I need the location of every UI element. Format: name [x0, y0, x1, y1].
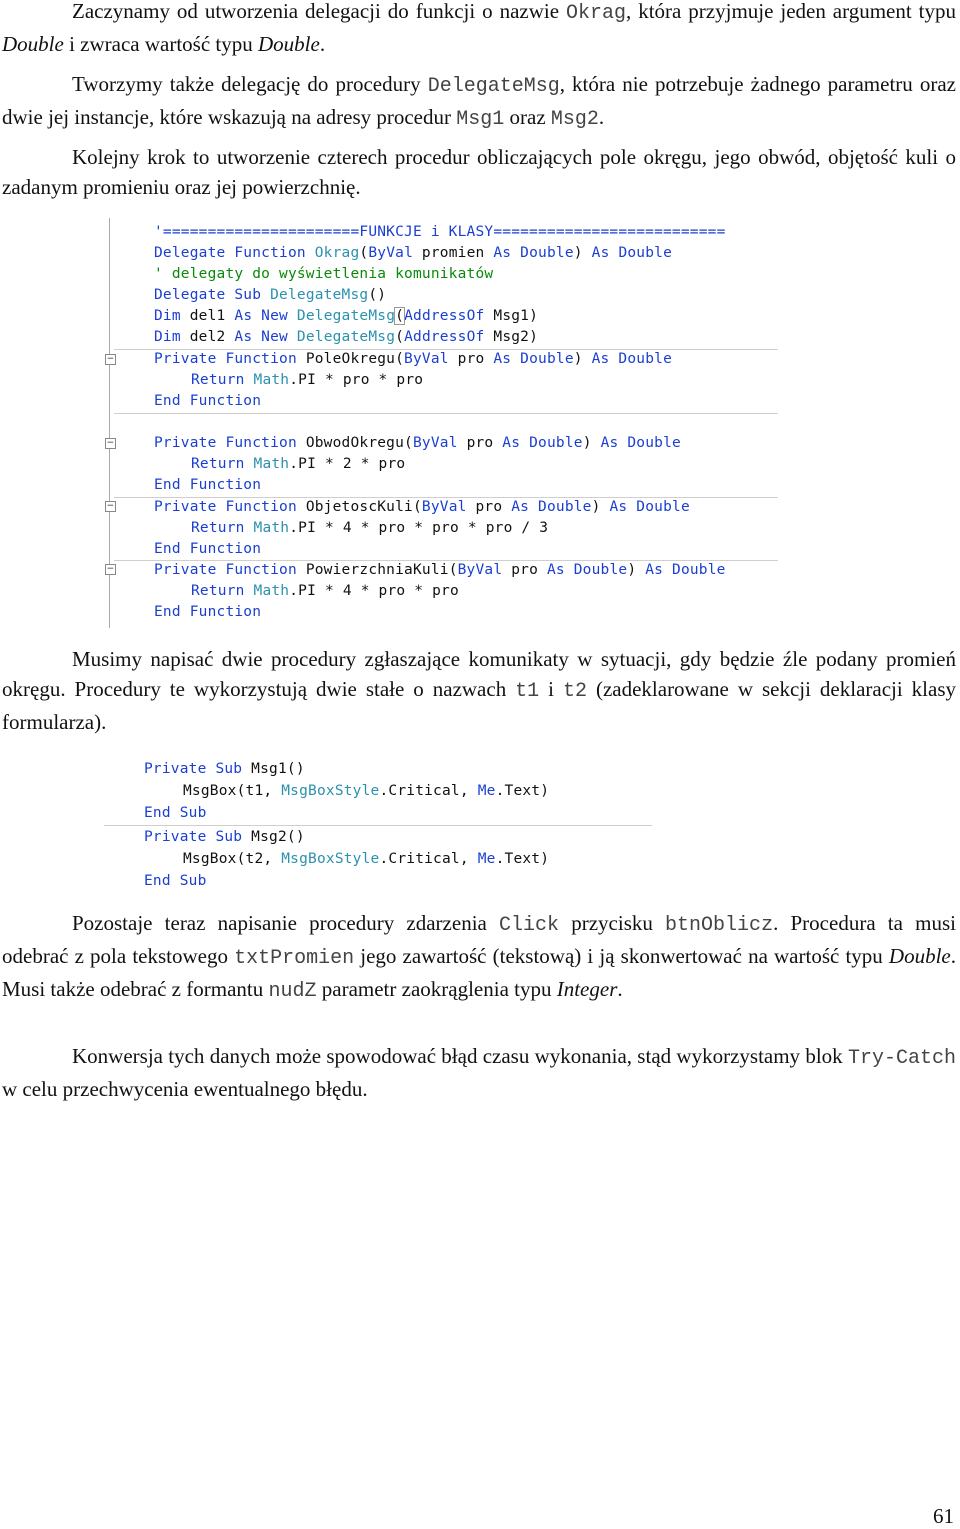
kw-double: Double	[663, 562, 726, 578]
id-msg2: Msg2)	[484, 329, 539, 345]
collapse-box-icon[interactable]: −	[106, 438, 115, 448]
code-block-msg-procedures	[104, 756, 652, 894]
kw-addressof: AddressOf	[404, 329, 485, 345]
code-line-header-comment	[154, 222, 726, 243]
code-line-poleokregu	[154, 349, 672, 370]
id-msgbox: MsgBox(t1,	[183, 783, 282, 799]
id-pro: pro	[502, 562, 547, 578]
paragraph-6	[2, 1041, 956, 1104]
p6-code-try-catch: Try-Catch	[847, 1047, 956, 1070]
p2-code-msg1: Msg1	[456, 108, 505, 131]
id-paren: (	[359, 245, 369, 261]
p5-code-nudz: nudZ	[268, 980, 317, 1003]
p4-text-a: Musimy napisać dwie procedury zgłaszające komunikaty w sytuacji, gdy będzie źle podany promień okręgu. Procedury te wykorzystują dwie stałe o nazwach	[2, 647, 956, 701]
kw-as: As	[600, 435, 619, 451]
kw-return: Return	[191, 520, 254, 536]
type-delegatemsg: DelegateMsg	[270, 287, 369, 303]
kw-as: As	[493, 245, 512, 261]
p2-text-a: Tworzymy także delegację do procedury	[72, 72, 428, 96]
type-okrag: Okrag	[314, 245, 360, 261]
code-line-end-function	[154, 391, 261, 412]
code-line-return-obwod	[191, 454, 405, 475]
p4-text-b: i	[539, 677, 563, 701]
kw-private-function: Private Function	[154, 435, 306, 451]
id-expr: .PI * 4 * pro * pro	[289, 583, 459, 599]
kw-double: Double	[529, 499, 592, 515]
separator	[104, 825, 652, 826]
kw-return: Return	[191, 372, 254, 388]
kw-return: Return	[191, 456, 254, 472]
id-pro: pro	[466, 499, 512, 515]
id-close: )	[573, 351, 592, 367]
p1-text-b: , która przyjmuje jeden argument typu	[626, 0, 956, 23]
code-line-delegate-function	[154, 243, 672, 264]
p5-text-f: parametr zaokrąglenia typu	[316, 977, 557, 1001]
id-parens: ()	[368, 287, 387, 303]
kw-as-new: As New	[234, 308, 297, 324]
code-line-end-sub	[144, 803, 207, 824]
code-line-return-objetosc	[191, 518, 548, 539]
id-poleokregu: PoleOkregu(	[305, 351, 405, 367]
code-line-private-sub-msg1	[144, 759, 305, 780]
p1-text-c: i zwraca wartość typu	[63, 32, 258, 56]
separator	[114, 413, 778, 414]
paragraph-3	[2, 142, 956, 202]
p2-code-msg2: Msg2	[550, 108, 599, 131]
id-objetosckuli: ObjetoscKuli(	[305, 499, 422, 515]
collapse-box-icon[interactable]: −	[106, 354, 115, 364]
collapse-box-icon[interactable]: −	[106, 501, 115, 511]
id-msg1: Msg1()	[251, 761, 305, 777]
p3-text: Kolejny krok to utworzenie czterech procedur obliczających pole okręgu, jego obwód, objętość kuli o zadanym promieniu oraz jej powierzchnię.	[2, 145, 956, 199]
kw-delegate-sub: Delegate Sub	[154, 287, 271, 303]
kw-as: As	[511, 499, 530, 515]
code-block-functions	[104, 218, 778, 628]
comment-delegaty: ' delegaty do wyświetlenia komunikatów	[154, 266, 494, 282]
kw-private-function: Private Function	[154, 562, 306, 578]
type-delegatemsg: DelegateMsg	[296, 329, 396, 345]
p5-text-b: przycisku	[559, 911, 666, 935]
id-close: )	[591, 499, 610, 515]
id-expr: .PI * 4 * pro * pro * pro / 3	[289, 520, 549, 536]
kw-as: As	[591, 245, 610, 261]
p1-text-a: Zaczynamy od utworzenia delegacji do funkcji o nazwie	[72, 0, 566, 23]
id-expr: .PI * pro * pro	[289, 372, 424, 388]
kw-end-function: End Function	[154, 477, 262, 493]
kw-private-function: Private Function	[154, 499, 306, 515]
code-line-end-sub	[144, 871, 207, 892]
type-math: Math	[253, 520, 290, 536]
p5-code-txtpromien: txtPromien	[234, 947, 355, 970]
id-pro: pro	[457, 435, 503, 451]
type-math: Math	[253, 372, 290, 388]
kw-private-function: Private Function	[154, 351, 306, 367]
p4-text-c: (zadeklarowane w sekcji deklaracji klasy formularza).	[2, 677, 956, 734]
kw-me: Me	[477, 851, 496, 867]
p5-text-a: Pozostaje teraz napisanie procedury zdarzenia	[72, 911, 500, 935]
id-close: )	[582, 435, 601, 451]
kw-as: As	[609, 499, 628, 515]
id-critical: .Critical,	[379, 783, 478, 799]
kw-byval: ByVal	[412, 435, 458, 451]
code-line-return-powierzchnia	[191, 581, 459, 602]
header-comment-text: '======================FUNKCJE i KLASY==========================	[154, 224, 726, 240]
p2-code-delegatemsg: DelegateMsg	[427, 75, 560, 98]
kw-as: As	[546, 562, 565, 578]
kw-private-sub: Private Sub	[144, 829, 252, 845]
collapse-box-icon[interactable]: −	[106, 564, 115, 574]
paragraph-4	[2, 644, 956, 737]
p2-text-c: oraz	[504, 105, 551, 129]
id-text: .Text)	[495, 851, 550, 867]
p4-code-t2: t2	[562, 680, 587, 703]
p4-code-t1: t1	[515, 680, 540, 703]
kw-end-function: End Function	[154, 541, 262, 557]
kw-double: Double	[520, 435, 583, 451]
code-line-comment-delegaty	[154, 264, 493, 285]
p5-italic-double: Double	[888, 944, 951, 968]
id-msg1: Msg1)	[484, 308, 539, 324]
p5-text-c: . Procedura ta musi odebrać z pola tekstowego	[2, 911, 956, 968]
code-line-end-function	[154, 539, 261, 560]
kw-dim: Dim	[154, 308, 181, 324]
kw-return: Return	[191, 583, 254, 599]
id-close: )	[627, 562, 646, 578]
id-del1: del1	[180, 308, 235, 324]
p2-text-b: , która nie potrzebuje żadnego parametru oraz dwie jej instancje, które wskazują na adresy procedur	[2, 72, 956, 129]
kw-as: As	[493, 351, 512, 367]
id-expr: .PI * 2 * pro	[289, 456, 406, 472]
kw-double: Double	[627, 499, 690, 515]
type-msgboxstyle: MsgBoxStyle	[281, 851, 380, 867]
paragraph-2	[2, 69, 956, 135]
code-line-end-function	[154, 475, 261, 496]
id-promien: promien	[413, 245, 494, 261]
id-msgbox: MsgBox(t2,	[183, 851, 282, 867]
kw-private-sub: Private Sub	[144, 761, 252, 777]
p6-text-b: w celu przechwycenia ewentualnego błędu.	[2, 1077, 368, 1101]
kw-dim: Dim	[154, 329, 181, 345]
kw-as: As	[591, 351, 610, 367]
p5-code-click: Click	[499, 914, 560, 937]
code-line-msgbox-t1	[183, 781, 549, 802]
kw-double: Double	[618, 435, 681, 451]
id-obwodokregu: ObwodOkregu(	[305, 435, 413, 451]
p5-code-btnoblicz: btnOblicz	[665, 914, 774, 937]
id-critical: .Critical,	[379, 851, 478, 867]
code-line-msgbox-t2	[183, 849, 549, 870]
p6-text-a: Konwersja tych danych może spowodować błąd czasu wykonania, stąd wykorzystamy blok	[72, 1044, 848, 1068]
p5-text-e: . Musi także odebrać z formantu	[2, 944, 956, 1001]
type-math: Math	[253, 583, 290, 599]
kw-double: Double	[564, 562, 628, 578]
kw-byval: ByVal	[457, 562, 503, 578]
code-line-end-function	[154, 602, 261, 623]
id-text: .Text)	[495, 783, 550, 799]
type-delegatemsg: DelegateMsg	[296, 308, 396, 324]
id-pro: pro	[448, 351, 494, 367]
kw-double: Double	[511, 245, 574, 261]
kw-me: Me	[477, 783, 496, 799]
p2-text-d: .	[598, 105, 605, 129]
kw-addressof: AddressOf	[404, 308, 485, 324]
p1-italic-double-1: Double	[2, 32, 64, 56]
p1-italic-double-2: Double	[258, 32, 320, 56]
p5-italic-integer: Integer	[556, 977, 618, 1001]
code-line-powierzchniakuli	[154, 560, 726, 581]
code-line-dim-del2	[154, 327, 538, 348]
code-line-obwodokregu	[154, 433, 681, 454]
kw-end-function: End Function	[154, 393, 262, 409]
kw-byval: ByVal	[368, 245, 413, 261]
page-number: 61	[933, 1504, 954, 1528]
id-paren: (	[395, 308, 405, 324]
kw-double: Double	[609, 245, 673, 261]
p5-text-g: .	[617, 977, 623, 1001]
id-msg2: Msg2()	[251, 829, 305, 845]
p1-code-okrag: Okrag	[566, 2, 627, 25]
type-msgboxstyle: MsgBoxStyle	[281, 783, 380, 799]
kw-as: As	[645, 562, 664, 578]
paragraph-1	[2, 0, 956, 59]
p5-text-d: jego zawartość (tekstową) i ją skonwertować na wartość typu	[354, 944, 889, 968]
p1-text-d: .	[319, 32, 326, 56]
code-line-dim-del1	[154, 306, 538, 327]
kw-double: Double	[609, 351, 673, 367]
kw-end-function: End Function	[154, 604, 262, 620]
kw-end-sub: End Sub	[144, 873, 207, 889]
kw-delegate-function: Delegate Function	[154, 245, 315, 261]
code-line-return-pole	[191, 370, 423, 391]
paragraph-5	[2, 908, 956, 1007]
code-line-delegate-sub	[154, 285, 386, 306]
id-close: )	[573, 245, 592, 261]
code-line-private-sub-msg2	[144, 827, 305, 848]
type-math: Math	[253, 456, 290, 472]
code-line-objetosckuli	[154, 497, 690, 518]
kw-as: As	[502, 435, 521, 451]
kw-byval: ByVal	[404, 351, 449, 367]
id-del2: del2	[180, 329, 235, 345]
kw-end-sub: End Sub	[144, 805, 207, 821]
kw-byval: ByVal	[421, 499, 467, 515]
kw-double: Double	[511, 351, 574, 367]
id-paren: (	[395, 329, 405, 345]
id-powierzchniakuli: PowierzchniaKuli(	[305, 562, 458, 578]
kw-as-new: As New	[234, 329, 297, 345]
